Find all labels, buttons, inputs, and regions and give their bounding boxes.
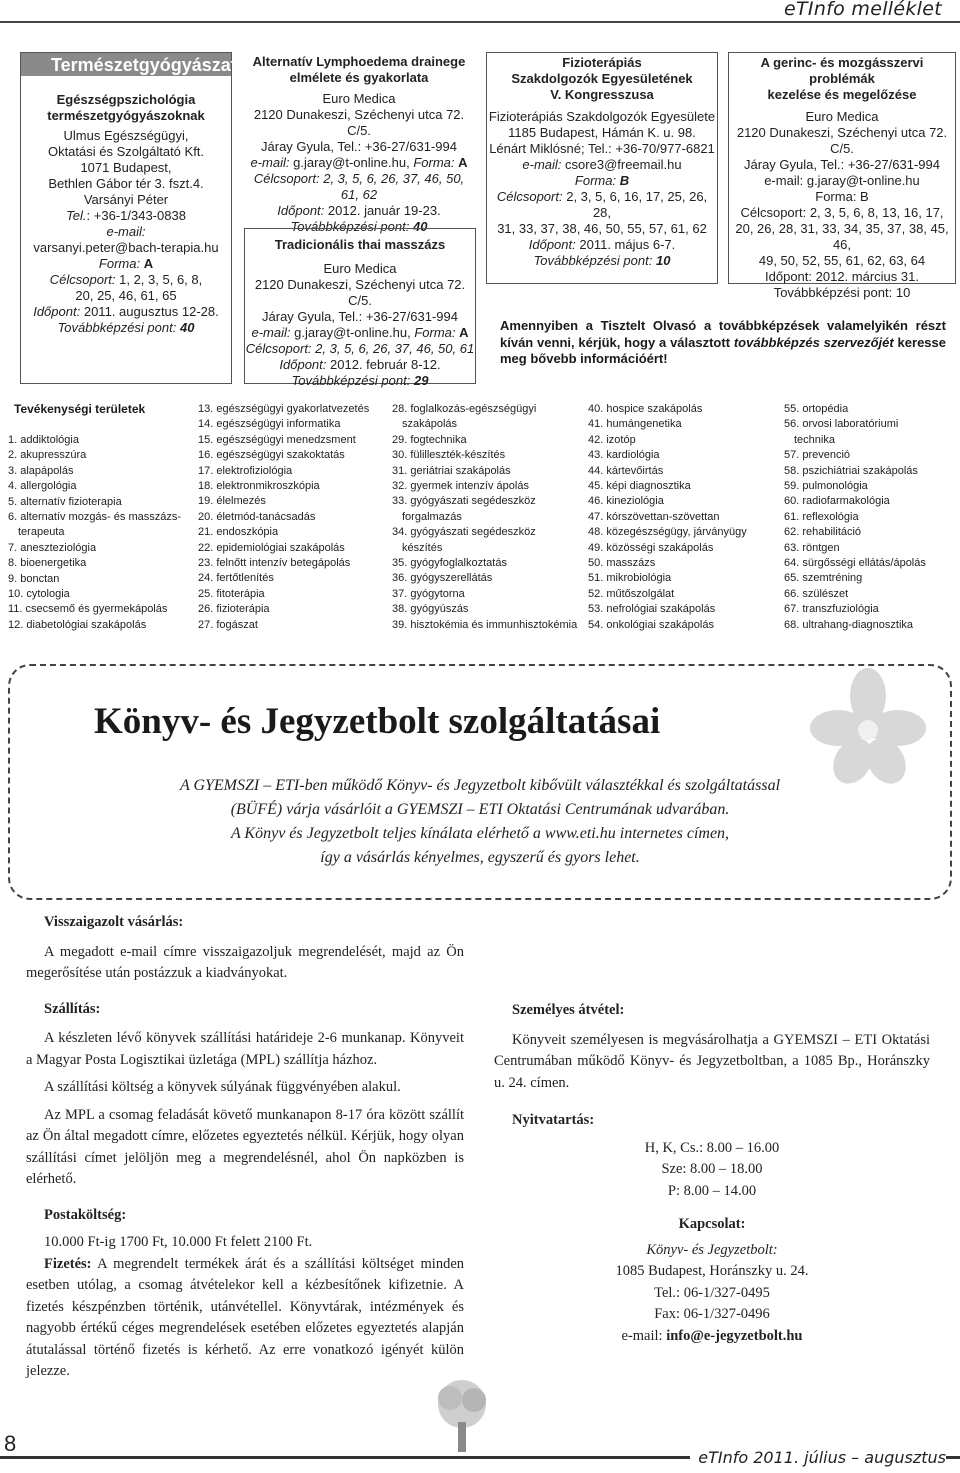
shipping-text: A szállítási költség a könyvek súlyának függvényében alakul.: [44, 1079, 401, 1095]
area-item: 17. elektrofiziológia: [198, 464, 293, 477]
postage-heading: Postaköltség:: [44, 1206, 127, 1223]
area-item: 10. cytologia: [8, 588, 70, 601]
address: 1185 Budapest, Hámán K. u. 98.: [508, 125, 696, 140]
date-value: 2012. március 31.: [815, 269, 919, 284]
shop-left-column: [26, 912, 464, 1383]
email-link[interactable]: csore3@freemail.hu: [565, 157, 682, 172]
areas-column-4: [588, 402, 747, 633]
area-item: 18. elektronmikroszkópia: [198, 480, 320, 493]
tree-icon: [422, 1376, 502, 1456]
intro-line: így a vásárlás kényelmes, egyszerű és gyors lehet.: [320, 849, 640, 866]
shipping-text: A készleten lévő könyvek szállítási határideje 2-6 munkanap. Könyveit a Magyar Posta Logisztikai üzletága (MPL) szállítja házhoz.: [26, 1030, 464, 1068]
notice-text: Amennyiben a Tisztelt Olvasó a továbbképzések valamelyikén részt kíván venni, kérjük, hogy a választott: [500, 318, 946, 350]
points-label: Továbbképzési pont:: [291, 373, 411, 388]
area-item: 39. hisztokémia és immunhisztokémia: [392, 618, 578, 631]
area-item: 62. rehabilitáció: [784, 526, 862, 539]
postage-text: 10.000 Ft-ig 1700 Ft, 10.000 Ft felett 2100 Ft.: [44, 1234, 313, 1250]
date-label: Időpont:: [33, 304, 81, 319]
area-item: 5. alternatív fizioterapia: [8, 495, 122, 508]
target-label: Célcsoport:: [253, 171, 320, 186]
course-box-lymphoedema: [244, 52, 474, 234]
forma-value: A: [458, 155, 468, 170]
area-item: 4. allergológia: [8, 480, 77, 493]
address: Bethlen Gábor tér 3. fszt.4.: [48, 176, 204, 191]
area-item: 23. felnőtt intenzív betegápolás: [198, 557, 351, 570]
course-title-line: V. Kongresszusa: [550, 87, 654, 102]
area-item: készítés: [402, 541, 443, 554]
contact-phone: Tel.: 06-1/327-0495: [654, 1284, 770, 1301]
contact-email-link[interactable]: info@e-jegyzetbolt.hu: [666, 1327, 803, 1344]
shop-intro: [20, 774, 940, 870]
email-link[interactable]: g.jaray@t-online.hu,: [293, 155, 410, 170]
tel-value: : +36-1/343-0838: [86, 208, 186, 223]
area-item: 61. reflexológia: [784, 510, 859, 523]
phone: Járay Gyula, Tel.: +36-27/631-994: [261, 139, 457, 154]
forma-label: Forma:: [98, 256, 141, 271]
date-label: Időpont:: [528, 237, 576, 252]
area-item: 9. bonctan: [8, 572, 60, 585]
area-item: 38. gyógyúszás: [392, 603, 469, 616]
area-item: 27. fogászat: [198, 618, 258, 631]
area-item: 54. onkológiai szakápolás: [588, 618, 714, 631]
area-item: 41. humángenetika: [588, 418, 682, 431]
notice-text: keresse meg bővebb információért!: [500, 334, 946, 366]
target-label: Célcsoport:: [740, 205, 807, 220]
target-value: 2, 3, 5, 6, 26, 37, 46, 50, 61: [315, 341, 475, 356]
course-title-line: Fizioterápiás: [562, 55, 642, 70]
area-item: 52. műtőszolgálat: [588, 587, 675, 600]
course-title-line: A gerinc- és mozgásszervi problémák: [760, 55, 924, 86]
organizer: Oktatási és Szolgáltató Kft.: [47, 144, 205, 159]
points-value: 40: [412, 219, 428, 234]
points-label: Továbbképzési pont:: [773, 285, 893, 300]
area-item: 2. akupresszúra: [8, 449, 87, 462]
area-item: 19. élelmezés: [198, 495, 266, 508]
hours-line: H, K, Cs.: 8.00 – 16.00: [644, 1139, 780, 1156]
areas-title: Tevékenységi területek: [14, 402, 146, 416]
email-link[interactable]: g.jaray@t-online.hu,: [294, 325, 411, 340]
organizer: Euro Medica: [805, 109, 879, 124]
address: 1071 Budapest,: [80, 160, 172, 175]
address: 2120 Dunakeszi, Széchenyi utca 72. C/5.: [736, 125, 948, 156]
area-item: 22. epidemiológiai szakápolás: [198, 541, 345, 554]
contact-person: Varsányi Péter: [83, 192, 169, 207]
area-item: 49. közösségi szakápolás: [588, 541, 714, 554]
course-title-line: Alternatív Lymphoedema drainege: [252, 54, 466, 69]
forma-value: A: [143, 256, 154, 271]
email-label: e-mail:: [251, 325, 291, 340]
area-item: 12. diabetológiai szakápolás: [8, 618, 147, 631]
area-item: 31. geriátriai szakápolás: [392, 464, 511, 477]
area-item: 63. röntgen: [784, 541, 840, 554]
date-value: 2012. február 8-12.: [330, 357, 441, 372]
shipping-heading: Szállítás:: [44, 1000, 101, 1017]
area-item: 67. transzfuziológia: [784, 603, 879, 616]
forma-value: B: [619, 173, 630, 188]
shop-right-column: [494, 1000, 930, 1347]
area-item: 55. ortopédia: [784, 403, 849, 415]
confirmed-heading: Visszaigazolt vásárlás:: [44, 914, 184, 930]
phone: Lénárt Miklósné; Tel.: +36-70/977-6821: [489, 141, 715, 156]
area-item: 45. képi diagnosztika: [588, 480, 691, 493]
course-title-line: kezelése és megelőzése: [767, 87, 917, 102]
points-label: Továbbképzési pont:: [290, 219, 410, 234]
area-item: 24. fertőtlenítés: [198, 572, 274, 585]
forma-line: Forma: B: [815, 189, 869, 204]
course-title-line: Szakdolgozók Egyesületének: [511, 71, 693, 86]
course-box-physiotherapy-congress: [486, 52, 718, 284]
target-value: 2, 3, 5, 6, 8, 13, 16, 17,: [809, 205, 944, 220]
area-item: 20. életmód-tanácsadás: [198, 510, 316, 523]
contact-fax: Fax: 06-1/327-0496: [654, 1306, 770, 1322]
points-value: 10: [895, 285, 911, 300]
flower-icon: [808, 666, 928, 786]
payment-text: A megrendelt termékek árát és a szállítási költséget minden esetben utólag, a csomag átvételekor kell a kézbesítőnek kifizetnie. A fizetés készpénzben történik, utánvétellel. Könyvtárak, intézmények és nagyobb értékű céges megrendelések esetében előzetes egyeztetés alapján átutalással történő fizetés is kérhető. Az erre vonatkozó igényét külön jelezze.: [26, 1255, 464, 1379]
intro-line: (BÜFÉ) várja vásárlóit a GYEMSZI – ETI Oktatási Centrumának udvarában.: [230, 801, 730, 818]
confirmed-text: A megadott e-mail címre visszaigazoljuk megrendelését, majd az Ön megerősítése után postázzuk a kiadványokat.: [26, 943, 464, 981]
area-item: 46. kineziológia: [588, 495, 664, 508]
points-value: 40: [179, 320, 195, 335]
area-item: 6. alternatív mozgás- és masszázs-: [8, 511, 182, 524]
phone: Járay Gyula, Tel.: +36-27/631-994: [744, 157, 940, 172]
email-label: e-mail:: [106, 224, 146, 239]
address: 2120 Dunakeszi, Széchenyi utca 72. C/5.: [253, 107, 465, 138]
organizer: Fizioterápiás Szakdolgozók Egyesülete: [488, 109, 716, 124]
area-item: 25. fitoterápia: [198, 587, 265, 600]
area-item: 29. fogtechnika: [392, 433, 467, 446]
area-item: 8. bioenergetika: [8, 557, 87, 570]
course-title-line: Tradicionális thai masszázs: [274, 237, 446, 252]
points-label: Továbbképzési pont:: [533, 253, 653, 268]
phone: [21, 208, 231, 224]
area-item: 37. gyógytorna: [392, 587, 465, 600]
forma-label: Forma:: [413, 155, 455, 170]
target-label: Célcsoport:: [245, 341, 312, 356]
area-item: 7. aneszteziológia: [8, 541, 97, 554]
points-label: Továbbképzési pont:: [57, 320, 177, 335]
areas-column-5: [784, 402, 926, 633]
area-item: forgalmazás: [402, 510, 462, 523]
shipping-text: Az MPL a csomag feladását követő munkanapon 8-17 óra között szállít az Ön által megadott címre, előzetes egyeztetés nélkül. Kérjük, hogy olyan szállítási címet jelöljön meg a megrendelésnél, ahol Ön napközben is elérhető.: [26, 1106, 464, 1187]
target-value: 31, 33, 37, 38, 46, 50, 55, 57, 61, 62: [497, 221, 707, 236]
area-item: 58. pszichiátriai szakápolás: [784, 464, 918, 477]
hours-line: P: 8.00 – 14.00: [667, 1182, 757, 1199]
area-item: 53. nefrológiai szakápolás: [588, 603, 716, 616]
date-value: 2012. január 19-23.: [327, 203, 441, 218]
contact-email-label: e-mail:: [621, 1327, 667, 1344]
area-item: 43. kardiológia: [588, 449, 660, 462]
intro-line: A Könyv és Jegyzetbolt teljes kínálata elérhető a www.eti.hu internetes címen,: [230, 825, 730, 842]
hours-heading: Nyitvatartás:: [512, 1112, 595, 1128]
date-value: 2011. május 6-7.: [579, 237, 676, 252]
footer-brand: eTInfo 2011. július – augusztus: [690, 1448, 946, 1467]
personal-text: Könyveit személyesen is megvásárolhatja a GYEMSZI – ETI Oktatási Centrumában működő Könyv- és Jegyzetboltban, a 1085 Bp., Horánszky u. 24. címen.: [494, 1031, 930, 1091]
area-item: 66. szülészet: [784, 587, 849, 600]
hours-line: Sze: 8.00 – 18.00: [661, 1161, 763, 1177]
email-link[interactable]: varsanyi.peter@bach-terapia.hu: [33, 240, 219, 255]
area-item: 56. orvosi laboratóriumi: [784, 418, 899, 431]
area-item: 30. fülilleszték-készítés: [392, 449, 506, 462]
date-label: Időpont:: [765, 269, 813, 284]
area-item: 40. hospice szakápolás: [588, 403, 703, 415]
area-item: 42. izotóp: [588, 433, 636, 446]
area-item: 59. pulmonológia: [784, 480, 868, 493]
area-item: 36. gyógyszerellátás: [392, 572, 493, 585]
area-item: 35. gyógyfoglalkoztatás: [392, 557, 507, 570]
area-item: 3. alapápolás: [8, 464, 74, 477]
area-item: 60. radiofarmakológia: [784, 495, 890, 508]
area-item: 21. endoszkópia: [198, 526, 279, 539]
area-item: szakápolás: [402, 418, 458, 431]
forma-label: Forma:: [574, 173, 617, 188]
areas-column-2: [198, 402, 369, 633]
shop-title: Könyv- és Jegyzetbolt szolgáltatásai: [94, 701, 661, 742]
area-item: 1. addiktológia: [8, 434, 79, 446]
payment-heading: Fizetés:: [44, 1255, 92, 1272]
target-value: 49, 50, 52, 55, 61, 62, 63, 64: [758, 253, 926, 268]
date-label: Időpont:: [279, 357, 327, 372]
area-item: 47. kórszövettan-szövettan: [588, 510, 720, 523]
sidebar-course-box: [20, 52, 237, 384]
area-item: 28. foglalkozás-egészségügyi: [392, 403, 537, 415]
points-value: 29: [413, 373, 429, 388]
section-title: Természetgyógyászat: [21, 53, 231, 76]
address: 2120 Dunakeszi, Széchenyi utca 72. C/5.: [254, 277, 466, 308]
area-item: 11. csecsemő és gyermekápolás: [8, 603, 168, 616]
target-value: 2, 3, 5, 6, 16, 17, 25, 26, 28,: [566, 189, 708, 220]
area-item: 32. gyermek intenzív ápolás: [392, 480, 529, 493]
date-label: Időpont:: [277, 203, 325, 218]
tree-logo: [422, 1376, 502, 1456]
area-item: 16. egészségügyi szakoktatás: [198, 449, 345, 462]
areas-column-1: [8, 433, 181, 633]
organizer: Euro Medica: [323, 261, 397, 276]
area-item: 64. sürgősségi ellátás/ápolás: [784, 557, 926, 570]
areas-column-3: [392, 402, 577, 633]
email-label: e-mail:: [250, 155, 290, 170]
course-title-line: természetgyógyászoknak: [47, 108, 205, 123]
area-item: 15. egészségügyi menedzsment: [198, 433, 356, 446]
flower-logo: [808, 666, 928, 786]
course-title-line: Egészségpszichológia: [56, 92, 196, 107]
target-value: 1, 2, 3, 5, 6, 8,: [119, 272, 203, 287]
organizer: Euro Medica: [322, 91, 396, 106]
area-item: 57. prevenció: [784, 449, 851, 462]
points-value: 10: [655, 253, 671, 268]
area-item: 14. egészségügyi informatika: [198, 418, 341, 431]
page-number: 8: [4, 1431, 17, 1456]
area-item: 34. gyógyászati segédeszköz: [392, 526, 536, 539]
target-value: 20, 26, 28, 31, 33, 34, 35, 37, 38, 45, 46,: [735, 221, 949, 252]
target-label: Célcsoport:: [49, 272, 116, 287]
course-box-spine-problems: [728, 52, 956, 300]
forma-label: Forma:: [414, 325, 456, 340]
info-notice: [500, 318, 946, 368]
target-value: 2, 3, 5, 6, 26, 37, 46, 50, 61, 62: [323, 171, 465, 202]
area-item: 13. egészségügyi gyakorlatvezetés: [198, 403, 370, 415]
area-item: 33. gyógyászati segédeszköz: [392, 495, 536, 508]
course-box-thai-massage: [244, 228, 476, 388]
area-item: 65. szemtréning: [784, 572, 863, 585]
header-title: eTInfo melléklet: [784, 0, 942, 20]
course-title-line: elmélete és gyakorlata: [289, 70, 429, 85]
contact-name: Könyv- és Jegyzetbolt:: [646, 1241, 778, 1258]
notice-emphasis: továbbképzés szervezőjét: [733, 334, 894, 350]
forma-value: A: [459, 325, 469, 340]
phone: Járay Gyula, Tel.: +36-27/631-994: [262, 309, 458, 324]
personal-heading: Személyes átvétel:: [512, 1002, 625, 1018]
email-label: e-mail:: [522, 157, 562, 172]
area-item: technika: [794, 433, 835, 446]
organizer: Ulmus Egészségügyi,: [63, 128, 189, 143]
contact-address: 1085 Budapest, Horánszky u. 24.: [615, 1263, 809, 1279]
email-label: e-mail:: [764, 173, 804, 188]
tel-label: Tel.: [66, 208, 87, 223]
header-rule: [0, 21, 960, 23]
contact-heading: Kapcsolat:: [678, 1216, 746, 1232]
area-item: terapeuta: [18, 526, 65, 539]
area-item: 51. mikrobiológia: [588, 572, 672, 585]
date-value: 2011. augusztus 12-28.: [83, 304, 219, 319]
target-label: Célcsoport:: [496, 189, 563, 204]
email-link[interactable]: g.jaray@t-online.hu: [806, 173, 920, 188]
area-item: 26. fizioterápia: [198, 603, 270, 616]
target-value: 20, 25, 46, 61, 65: [75, 288, 177, 303]
intro-line: A GYEMSZI – ETI-ben működő Könyv- és Jegyzetbolt kibővült választékkal és szolgáltatással: [179, 777, 781, 794]
area-item: 44. kártevőirtás: [588, 464, 664, 477]
area-item: 50. masszázs: [588, 557, 656, 570]
area-item: 68. ultrahang-diagnosztika: [784, 618, 914, 631]
area-item: 48. közegészségügy, járványügy: [588, 526, 747, 539]
